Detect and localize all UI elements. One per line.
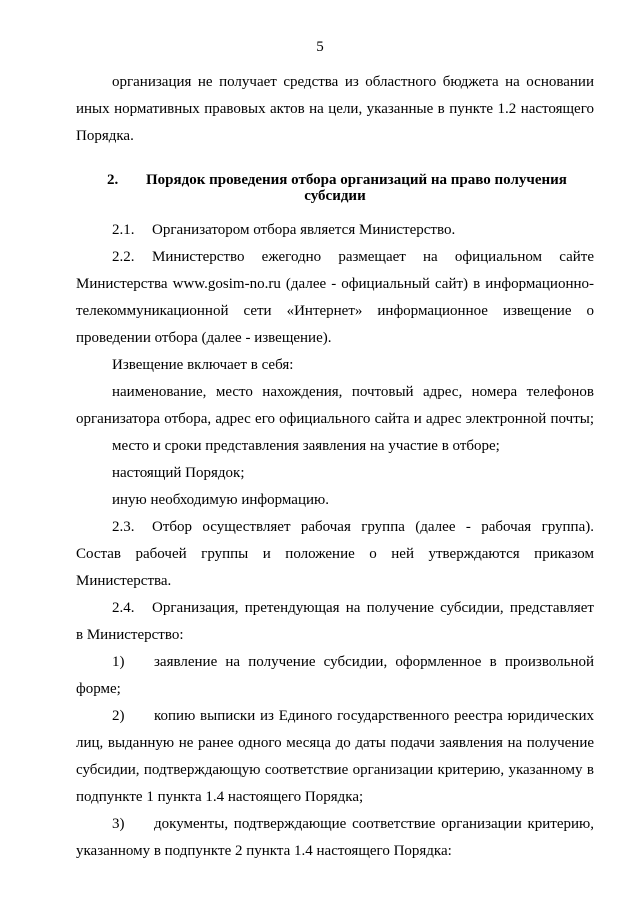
notice-item-1-line-1: наименование, место нахождения, почтовый адрес, номера телефонов <box>112 384 594 400</box>
intro-line-3: Порядка. <box>76 128 134 144</box>
paragraph-2-3-label: 2.3. <box>112 519 135 535</box>
notice-item-3: настоящий Порядок; <box>112 465 245 481</box>
paragraph-2-2-line-3: телекоммуникационной сети «Интернет» информационное извещение о <box>76 303 594 319</box>
doc-item-1-line-2: форме; <box>76 681 121 697</box>
paragraph-2-4-line-2: в Министерство: <box>76 627 184 643</box>
paragraph-2-1-label: 2.1. <box>112 222 135 238</box>
doc-item-3-line-2: указанному в подпункте 2 пункта 1.4 настоящего Порядка: <box>76 843 452 859</box>
doc-item-2-number: 2) <box>112 708 125 724</box>
doc-item-1-line-1: заявление на получение субсидии, оформленное в произвольной <box>154 654 594 670</box>
intro-line-2: иных нормативных правовых актов на цели, указанные в пункте 1.2 настоящего <box>76 101 594 117</box>
notice-item-4: иную необходимую информацию. <box>112 492 329 508</box>
notice-intro: Извещение включает в себя: <box>112 357 294 373</box>
doc-item-2-line-1: копию выписки из Единого государственного реестра юридических <box>154 708 594 724</box>
doc-item-1-number: 1) <box>112 654 125 670</box>
doc-item-2-line-2: лиц, выданную не ранее одного месяца до даты подачи заявления на получение <box>76 735 594 751</box>
paragraph-2-1-text: Организатором отбора является Министерство. <box>152 222 456 238</box>
doc-item-2-line-3: субсидии, подтверждающую соответствие организации критерию, указанному в <box>76 762 594 778</box>
paragraph-2-3-line-1: Отбор осуществляет рабочая группа (далее - рабочая группа). <box>152 519 594 535</box>
intro-line-1: организация не получает средства из областного бюджета на основании <box>112 74 594 90</box>
doc-item-3-number: 3) <box>112 816 125 832</box>
notice-item-1-line-2: организатора отбора, адрес его официального сайта и адрес электронной почты; <box>76 411 594 427</box>
paragraph-2-2-line-4: проведении отбора (далее - извещение). <box>76 330 332 346</box>
doc-item-3-line-1: документы, подтверждающие соответствие организации критерию, <box>154 816 594 832</box>
notice-item-2: место и сроки представления заявления на участие в отборе; <box>112 438 500 454</box>
doc-item-2-line-4: подпункте 1 пункта 1.4 настоящего Порядка; <box>76 789 364 805</box>
paragraph-2-2-line-2: Министерства www.gosim-no.ru (далее - официальный сайт) в информационно- <box>76 276 594 292</box>
section-title-line-2: субсидии <box>304 188 366 204</box>
paragraph-2-2-label: 2.2. <box>112 249 135 265</box>
paragraph-2-2-line-1: Министерство ежегодно размещает на официальном сайте <box>152 249 594 265</box>
section-title-line-1: Порядок проведения отбора организаций на право получения <box>146 172 567 188</box>
section-number: 2. <box>107 172 119 188</box>
paragraph-2-3-line-2: Состав рабочей группы и положение о ней утверждаются приказом <box>76 546 594 562</box>
paragraph-2-4-line-1: Организация, претендующая на получение субсидии, представляет <box>152 600 594 616</box>
paragraph-2-4-label: 2.4. <box>112 600 135 616</box>
page-number: 5 <box>316 39 324 55</box>
paragraph-2-3-line-3: Министерства. <box>76 573 172 589</box>
